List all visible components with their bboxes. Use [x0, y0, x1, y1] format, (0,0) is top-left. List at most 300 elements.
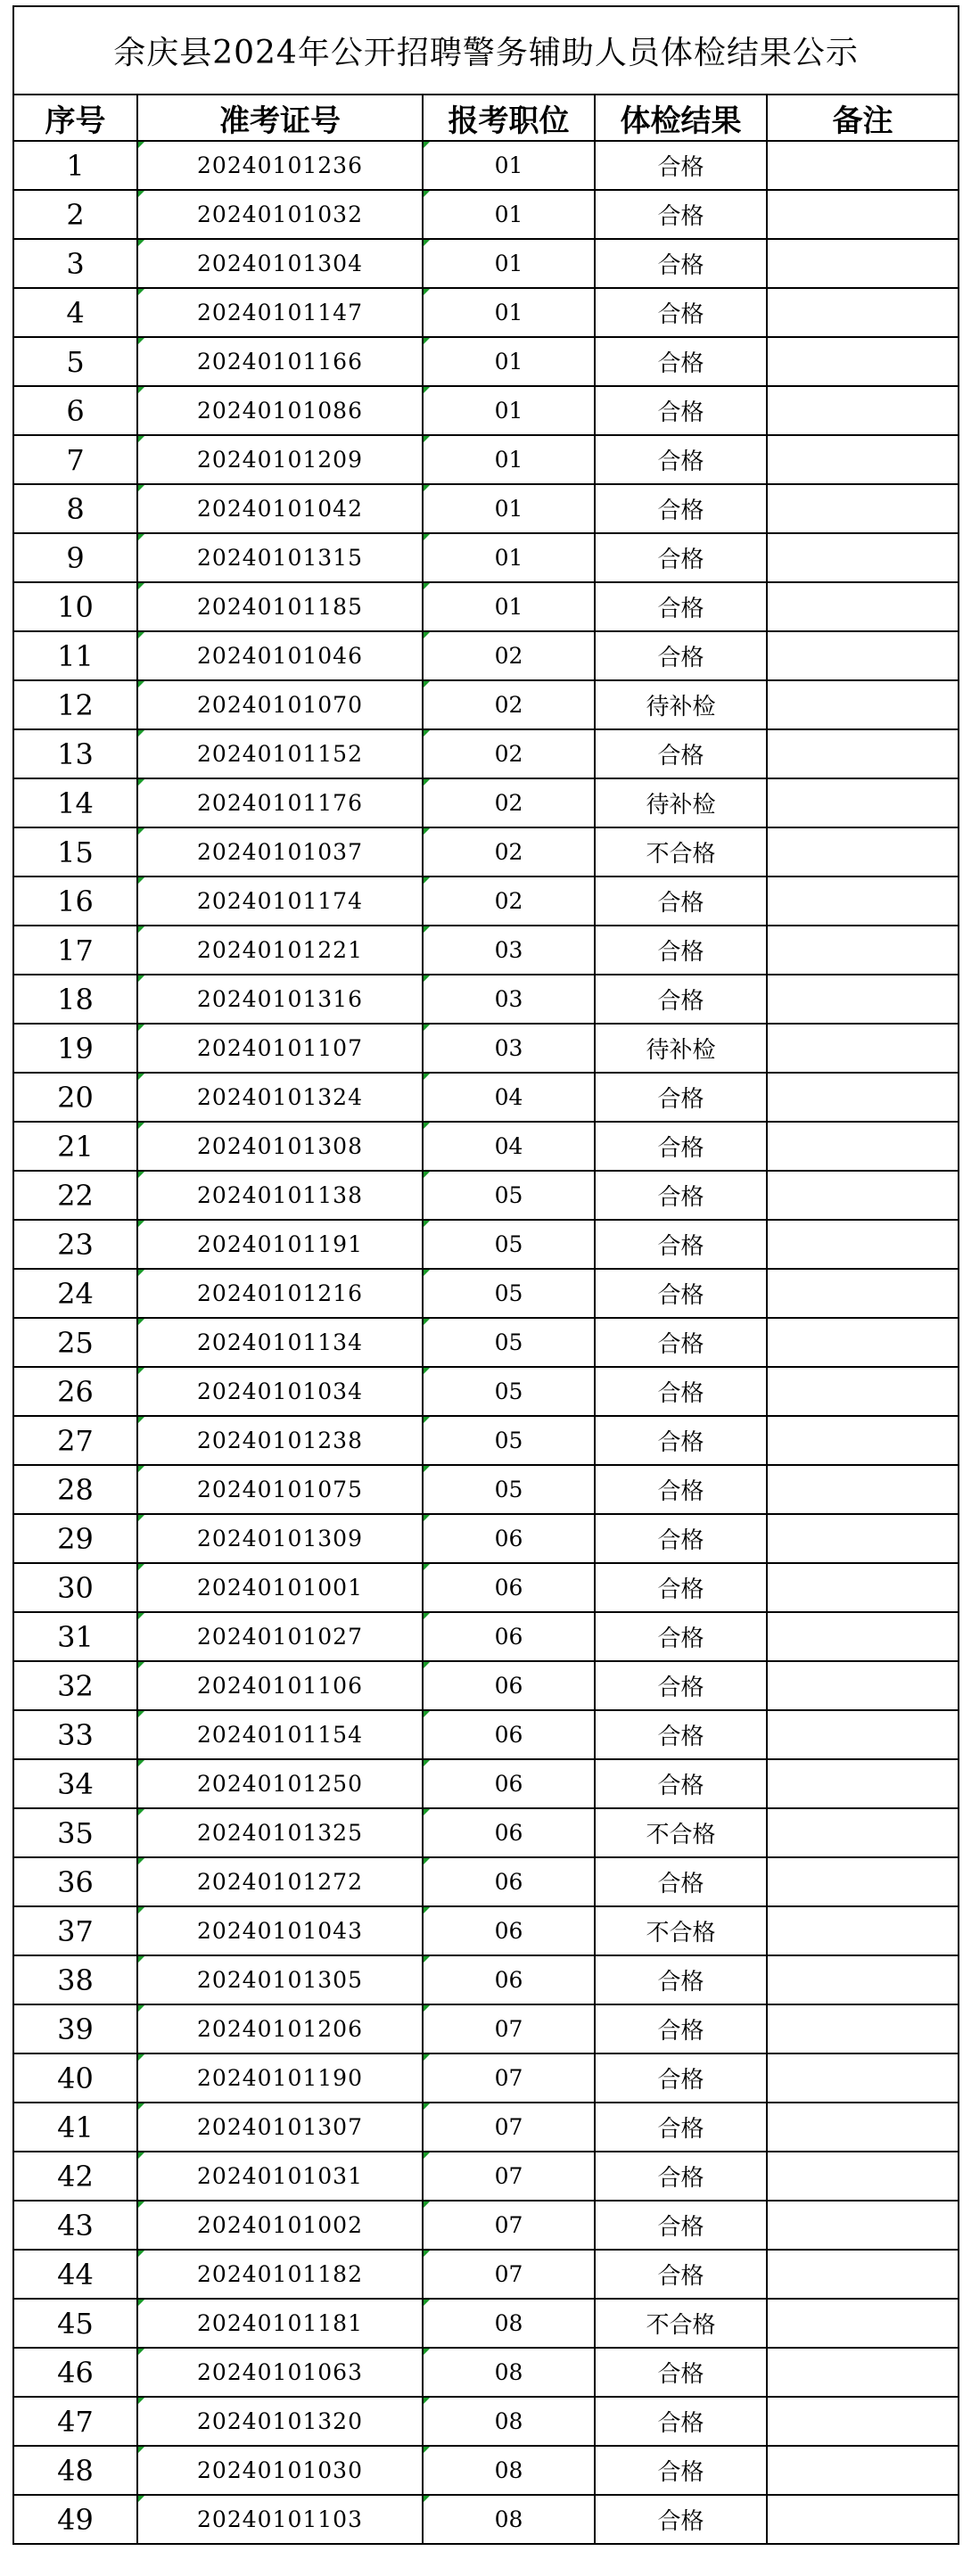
cell-position — [423, 975, 595, 1024]
cell-seq — [13, 1514, 137, 1563]
table-row — [13, 1416, 959, 1465]
text-format-marker-icon — [424, 2496, 430, 2502]
table-row — [13, 1759, 959, 1808]
cell-exam-number — [137, 2250, 423, 2299]
cell-result-text: 合格 — [657, 2410, 704, 2437]
cell-seq — [13, 2299, 137, 2348]
table-row — [13, 2397, 959, 2446]
cell-note — [767, 337, 959, 386]
cell-seq — [13, 2053, 137, 2103]
cell-exam-number-text: 20240101174 — [197, 888, 363, 914]
cell-position-text: 08 — [494, 2359, 523, 2385]
cell-position — [423, 1808, 595, 1857]
text-format-marker-icon — [138, 1760, 144, 1766]
text-format-marker-icon — [138, 975, 144, 982]
cell-note — [767, 1857, 959, 1906]
cell-position — [423, 876, 595, 926]
cell-note — [767, 1514, 959, 1563]
text-format-marker-icon — [138, 1417, 144, 1423]
cell-seq-text: 35 — [57, 1815, 94, 1850]
cell-position — [423, 141, 595, 190]
text-format-marker-icon — [424, 2398, 430, 2404]
cell-result — [595, 631, 767, 680]
text-format-marker-icon — [424, 1956, 430, 1963]
cell-seq — [13, 1710, 137, 1759]
cell-result-text: 合格 — [657, 252, 704, 279]
text-format-marker-icon — [138, 2300, 144, 2306]
cell-exam-number-text: 20240101304 — [197, 251, 363, 276]
cell-position-text: 06 — [494, 1820, 523, 1846]
cell-position-text: 02 — [494, 888, 523, 914]
table-row — [13, 876, 959, 926]
text-format-marker-icon — [138, 1858, 144, 1864]
cell-seq — [13, 337, 137, 386]
cell-exam-number — [137, 2299, 423, 2348]
cell-seq-text: 33 — [57, 1717, 94, 1752]
text-format-marker-icon — [424, 1466, 430, 1472]
text-format-marker-icon — [424, 1319, 430, 1325]
text-format-marker-icon — [424, 926, 430, 933]
table-row — [13, 1710, 959, 1759]
cell-position — [423, 926, 595, 975]
cell-result-text: 合格 — [657, 301, 704, 328]
text-format-marker-icon — [424, 779, 430, 786]
cell-exam-number-text: 20240101152 — [197, 741, 363, 767]
cell-exam-number — [137, 2053, 423, 2103]
cell-seq-text: 32 — [57, 1668, 94, 1703]
cell-exam-number — [137, 1269, 423, 1318]
cell-position-text: 01 — [494, 496, 523, 522]
cell-exam-number — [137, 484, 423, 533]
cell-position-text: 07 — [494, 2163, 523, 2189]
text-format-marker-icon — [424, 289, 430, 295]
cell-seq — [13, 435, 137, 484]
cell-seq-text: 25 — [57, 1325, 94, 1360]
cell-result-text: 合格 — [657, 547, 704, 573]
cell-seq-text: 21 — [57, 1129, 94, 1164]
cell-position — [423, 680, 595, 729]
cell-note — [767, 1661, 959, 1710]
cell-seq — [13, 926, 137, 975]
cell-position — [423, 1563, 595, 1612]
cell-note — [767, 729, 959, 778]
text-format-marker-icon — [424, 2447, 430, 2453]
cell-result-text: 合格 — [657, 498, 704, 524]
cell-exam-number — [137, 533, 423, 582]
cell-note — [767, 1269, 959, 1318]
cell-seq — [13, 876, 137, 926]
cell-seq-text: 14 — [57, 786, 94, 820]
text-format-marker-icon — [138, 2054, 144, 2061]
cell-result-text: 合格 — [657, 1576, 704, 1603]
cell-exam-number — [137, 239, 423, 288]
text-format-marker-icon — [138, 1564, 144, 1570]
table-row — [13, 288, 959, 337]
table-row — [13, 2299, 959, 2348]
cell-exam-number — [137, 1563, 423, 1612]
cell-seq — [13, 1563, 137, 1612]
cell-result — [595, 337, 767, 386]
table-row — [13, 2250, 959, 2299]
cell-result-text: 合格 — [657, 2116, 704, 2143]
text-format-marker-icon — [424, 2349, 430, 2355]
cell-note — [767, 1171, 959, 1220]
cell-position — [423, 435, 595, 484]
cell-note — [767, 2250, 959, 2299]
table-row — [13, 2201, 959, 2250]
table-row — [13, 2152, 959, 2201]
cell-seq-text: 20 — [57, 1080, 94, 1115]
cell-note — [767, 1024, 959, 1073]
cell-seq-text: 29 — [57, 1521, 94, 1556]
table-row — [13, 1367, 959, 1416]
cell-result-text: 合格 — [657, 1233, 704, 1260]
cell-note — [767, 2348, 959, 2397]
cell-result — [595, 2103, 767, 2152]
text-format-marker-icon — [424, 1270, 430, 1276]
cell-seq — [13, 1073, 137, 1122]
table-row — [13, 1171, 959, 1220]
cell-result-text: 合格 — [657, 203, 704, 230]
cell-position-text: 06 — [494, 1869, 523, 1895]
cell-position — [423, 2250, 595, 2299]
cell-result-text: 合格 — [657, 1969, 704, 1996]
cell-position-text: 03 — [494, 986, 523, 1012]
cell-exam-number-text: 20240101325 — [197, 1820, 363, 1846]
cell-result-text: 合格 — [657, 645, 704, 671]
cell-exam-number-text: 20240101320 — [197, 2408, 363, 2434]
cell-position — [423, 1220, 595, 1269]
cell-exam-number-text: 20240101043 — [197, 1918, 363, 1944]
cell-position — [423, 827, 595, 876]
cell-seq — [13, 1024, 137, 1073]
cell-seq-text: 6 — [66, 393, 85, 428]
text-format-marker-icon — [138, 1025, 144, 1031]
cell-exam-number — [137, 582, 423, 631]
cell-seq-text: 12 — [57, 687, 94, 722]
cell-note — [767, 680, 959, 729]
cell-position — [423, 2495, 595, 2544]
cell-seq — [13, 1906, 137, 1955]
cell-position — [423, 386, 595, 435]
cell-exam-number — [137, 1661, 423, 1710]
cell-result-text: 合格 — [657, 988, 704, 1015]
cell-note — [767, 1465, 959, 1514]
text-format-marker-icon — [424, 2005, 430, 2012]
cell-seq — [13, 2397, 137, 2446]
cell-exam-number — [137, 1465, 423, 1514]
cell-exam-number-text: 20240101315 — [197, 545, 363, 571]
cell-position — [423, 2103, 595, 2152]
cell-seq — [13, 631, 137, 680]
cell-position-text: 04 — [494, 1133, 523, 1159]
text-format-marker-icon — [424, 828, 430, 835]
text-format-marker-icon — [424, 1711, 430, 1717]
cell-seq-text: 45 — [57, 2306, 94, 2341]
cell-seq-text: 23 — [57, 1227, 94, 1262]
cell-exam-number — [137, 1318, 423, 1367]
text-format-marker-icon — [138, 1270, 144, 1276]
cell-exam-number — [137, 876, 423, 926]
cell-exam-number-text: 20240101154 — [197, 1722, 363, 1748]
cell-result — [595, 1857, 767, 1906]
cell-exam-number-text: 20240101002 — [197, 2212, 363, 2238]
cell-result-text: 合格 — [657, 399, 704, 426]
text-format-marker-icon — [138, 2398, 144, 2404]
text-format-marker-icon — [424, 1515, 430, 1521]
cell-result — [595, 190, 767, 239]
cell-position — [423, 1710, 595, 1759]
text-format-marker-icon — [138, 583, 144, 589]
cell-position — [423, 1367, 595, 1416]
text-format-marker-icon — [424, 583, 430, 589]
cell-seq — [13, 386, 137, 435]
text-format-marker-icon — [424, 142, 430, 148]
cell-result-text: 合格 — [657, 1478, 704, 1505]
text-format-marker-icon — [424, 2152, 430, 2159]
text-format-marker-icon — [424, 877, 430, 884]
cell-note — [767, 1906, 959, 1955]
cell-seq-text: 44 — [57, 2257, 94, 2292]
cell-result — [595, 1073, 767, 1122]
cell-note — [767, 926, 959, 975]
cell-position — [423, 1073, 595, 1122]
cell-result-text: 合格 — [657, 2459, 704, 2486]
cell-seq — [13, 533, 137, 582]
cell-result — [595, 141, 767, 190]
cell-position-text: 01 — [494, 594, 523, 620]
text-format-marker-icon — [138, 1907, 144, 1913]
cell-seq-text: 27 — [57, 1423, 94, 1458]
cell-exam-number-text: 20240101316 — [197, 986, 363, 1012]
cell-note — [767, 778, 959, 827]
cell-result — [595, 1024, 767, 1073]
cell-exam-number-text: 20240101181 — [197, 2310, 363, 2336]
cell-exam-number — [137, 1073, 423, 1122]
table-row — [13, 1465, 959, 1514]
cell-seq-text: 1 — [66, 148, 85, 183]
cell-position-text: 03 — [494, 1035, 523, 1061]
cell-position-text: 05 — [494, 1329, 523, 1355]
cell-seq-text: 28 — [57, 1472, 94, 1507]
text-format-marker-icon — [424, 1025, 430, 1031]
text-format-marker-icon — [138, 1123, 144, 1129]
cell-exam-number-text: 20240101190 — [197, 2065, 363, 2091]
text-format-marker-icon — [424, 338, 430, 344]
cell-seq — [13, 1465, 137, 1514]
cell-exam-number — [137, 1220, 423, 1269]
header-exam-number: 准考证号 — [137, 95, 423, 141]
text-format-marker-icon — [138, 240, 144, 246]
cell-seq-text: 11 — [57, 638, 94, 673]
text-format-marker-icon — [138, 1221, 144, 1227]
cell-exam-number-text: 20240101307 — [197, 2114, 363, 2140]
cell-exam-number — [137, 1906, 423, 1955]
cell-result-text: 合格 — [657, 2508, 704, 2535]
cell-exam-number-text: 20240101032 — [197, 202, 363, 227]
cell-exam-number — [137, 386, 423, 435]
cell-result-text: 合格 — [657, 1871, 704, 1897]
cell-result-text: 不合格 — [646, 841, 716, 868]
cell-exam-number — [137, 827, 423, 876]
cell-exam-number — [137, 1759, 423, 1808]
cell-position-text: 02 — [494, 692, 523, 718]
header-row — [13, 95, 959, 141]
cell-result-text: 合格 — [657, 1675, 704, 1701]
cell-position-text: 07 — [494, 2065, 523, 2091]
cell-position-text: 01 — [494, 300, 523, 325]
cell-result-text: 待补检 — [646, 792, 716, 819]
cell-seq-text: 46 — [57, 2355, 94, 2390]
cell-exam-number — [137, 1024, 423, 1073]
table-row — [13, 975, 959, 1024]
cell-position — [423, 729, 595, 778]
text-format-marker-icon — [138, 289, 144, 295]
cell-note — [767, 827, 959, 876]
cell-result-text: 不合格 — [646, 2312, 716, 2339]
cell-exam-number-text: 20240101250 — [197, 1771, 363, 1797]
cell-seq-text: 5 — [66, 344, 85, 379]
cell-position-text: 05 — [494, 1477, 523, 1502]
text-format-marker-icon — [138, 1613, 144, 1619]
cell-exam-number-text: 20240101046 — [197, 643, 363, 669]
text-format-marker-icon — [138, 828, 144, 835]
cell-exam-number — [137, 1857, 423, 1906]
cell-seq — [13, 2152, 137, 2201]
cell-seq-text: 37 — [57, 1913, 94, 1948]
text-format-marker-icon — [424, 632, 430, 638]
text-format-marker-icon — [424, 1221, 430, 1227]
cell-exam-number-text: 20240101063 — [197, 2359, 363, 2385]
cell-position — [423, 2397, 595, 2446]
cell-seq — [13, 2004, 137, 2053]
table-row — [13, 1318, 959, 1367]
cell-seq — [13, 1171, 137, 1220]
cell-position-text: 06 — [494, 1526, 523, 1551]
cell-note — [767, 484, 959, 533]
table-row — [13, 1808, 959, 1857]
cell-exam-number-text: 20240101037 — [197, 839, 363, 865]
text-format-marker-icon — [424, 1613, 430, 1619]
text-format-marker-icon — [138, 1515, 144, 1521]
cell-position-text: 06 — [494, 1771, 523, 1797]
cell-position-text: 05 — [494, 1231, 523, 1257]
cell-position — [423, 2299, 595, 2348]
cell-result — [595, 680, 767, 729]
cell-position — [423, 484, 595, 533]
cell-seq-text: 16 — [57, 884, 94, 918]
text-format-marker-icon — [424, 2300, 430, 2306]
cell-seq — [13, 1220, 137, 1269]
cell-exam-number-text: 20240101216 — [197, 1280, 363, 1306]
cell-note — [767, 876, 959, 926]
cell-exam-number-text: 20240101030 — [197, 2457, 363, 2483]
cell-result — [595, 2250, 767, 2299]
text-format-marker-icon — [424, 1662, 430, 1668]
cell-exam-number — [137, 729, 423, 778]
cell-position — [423, 239, 595, 288]
cell-note — [767, 1073, 959, 1122]
cell-exam-number-text: 20240101107 — [197, 1035, 363, 1061]
text-format-marker-icon — [424, 534, 430, 540]
text-format-marker-icon — [424, 1172, 430, 1178]
cell-result — [595, 2495, 767, 2544]
text-format-marker-icon — [424, 1809, 430, 1815]
cell-note — [767, 2495, 959, 2544]
cell-exam-number — [137, 1955, 423, 2004]
cell-result — [595, 386, 767, 435]
cell-result-text: 合格 — [657, 596, 704, 622]
cell-result-text: 合格 — [657, 1331, 704, 1358]
cell-result-text: 合格 — [657, 2361, 704, 2388]
results-table — [12, 5, 959, 2545]
text-format-marker-icon — [138, 681, 144, 687]
cell-exam-number — [137, 1710, 423, 1759]
text-format-marker-icon — [424, 1564, 430, 1570]
cell-note — [767, 1710, 959, 1759]
cell-result — [595, 239, 767, 288]
cell-position-text: 03 — [494, 937, 523, 963]
cell-result-text: 合格 — [657, 2214, 704, 2241]
cell-result-text: 合格 — [657, 2165, 704, 2192]
cell-seq — [13, 288, 137, 337]
cell-position-text: 01 — [494, 545, 523, 571]
text-format-marker-icon — [138, 1466, 144, 1472]
cell-exam-number — [137, 2152, 423, 2201]
cell-seq-text: 13 — [57, 737, 94, 771]
cell-seq — [13, 582, 137, 631]
cell-result — [595, 2348, 767, 2397]
results-body — [13, 141, 959, 2544]
table-row — [13, 827, 959, 876]
cell-result-text: 合格 — [657, 350, 704, 377]
table-row — [13, 680, 959, 729]
cell-position-text: 01 — [494, 349, 523, 374]
cell-result — [595, 1269, 767, 1318]
table-row — [13, 1073, 959, 1122]
cell-seq-text: 39 — [57, 2012, 94, 2046]
cell-seq-text: 42 — [57, 2159, 94, 2193]
cell-seq — [13, 1122, 137, 1171]
cell-position-text: 01 — [494, 152, 523, 178]
cell-exam-number-text: 20240101134 — [197, 1329, 363, 1355]
cell-result — [595, 1514, 767, 1563]
table-row — [13, 2053, 959, 2103]
cell-result — [595, 1220, 767, 1269]
cell-position-text: 02 — [494, 790, 523, 816]
cell-seq — [13, 1661, 137, 1710]
table-row — [13, 1122, 959, 1171]
table-row — [13, 631, 959, 680]
cell-result — [595, 1171, 767, 1220]
cell-exam-number — [137, 2103, 423, 2152]
cell-exam-number — [137, 631, 423, 680]
text-format-marker-icon — [138, 730, 144, 737]
cell-exam-number — [137, 1122, 423, 1171]
cell-exam-number-text: 20240101221 — [197, 937, 363, 963]
cell-seq-text: 31 — [57, 1619, 94, 1654]
text-format-marker-icon — [138, 1809, 144, 1815]
cell-seq — [13, 2103, 137, 2152]
result-sheet — [12, 5, 958, 2545]
cell-result — [595, 2299, 767, 2348]
cell-position-text: 08 — [494, 2506, 523, 2532]
page-title: 余庆县2024年公开招聘警务辅助人员体检结果公示 — [13, 6, 959, 95]
table-row — [13, 484, 959, 533]
cell-exam-number — [137, 975, 423, 1024]
cell-position — [423, 1122, 595, 1171]
cell-note — [767, 435, 959, 484]
